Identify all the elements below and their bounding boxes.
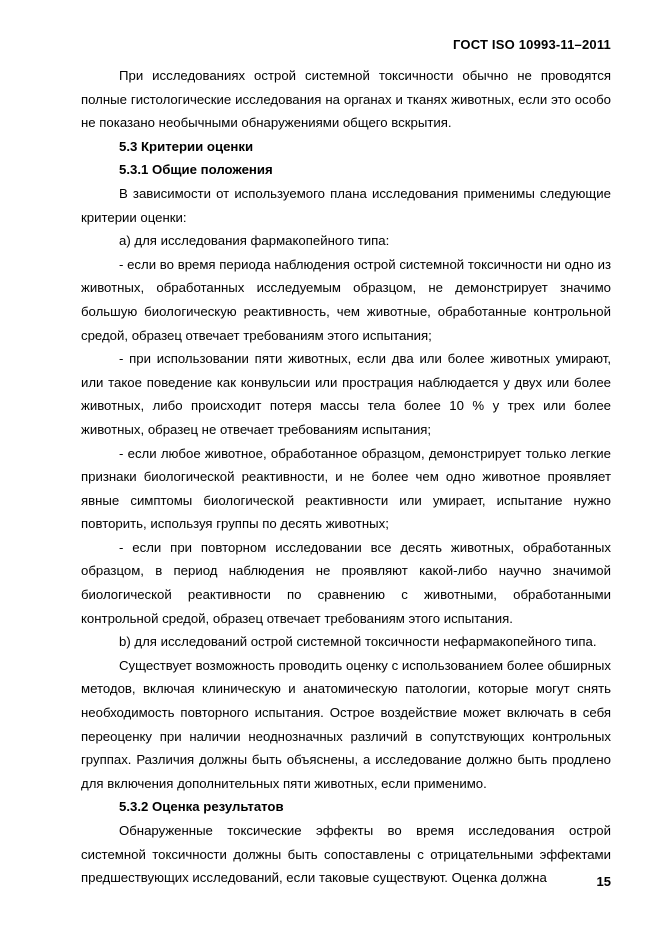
- paragraph-results-evaluation: Обнаруженные токсические эффекты во время исследования острой системной токсичности должны быть сопоставлены с отрицательными эффектами предшествующих исследований, если таковые существуют. Оценка должна: [81, 823, 611, 886]
- list-item-a: а) для исследования фармакопейного типа:: [119, 233, 390, 249]
- section-heading-5-3-1: 5.3.1 Общие положения: [119, 162, 273, 178]
- paragraph-extended-methods: Существует возможность проводить оценку с использованием более обширных методов, включая клиническую и анатомическую патологии, которые могут снять необходимость повторного испытания. Острое воздействие может включать в себя переоценку при наличии неоднозначных различий в сопутствующих контрольных группах. Различия должны быть объяснены, а исследование должно быть продлено для включения дополнительных пяти животных, если применимо.: [81, 657, 611, 791]
- document-header: ГОСТ ISO 10993-11–2011: [453, 37, 611, 52]
- list-item-dash-4: - если при повторном исследовании все десять животных, обработанных образцом, в период наблюдения не проявляют какой-либо научно значимой биологической реактивности по сравнению с животными, обработанными контрольной средой, образец отвечает требованиям этого испытания.: [81, 539, 611, 626]
- paragraph-histology: При исследованиях острой системной токсичности обычно не проводятся полные гистологические исследования на органах и тканях животных, если это особо не показано необычными обнаружениями общего вскрытия.: [81, 68, 611, 131]
- list-item-b: b) для исследований острой системной токсичности нефармакопейного типа.: [119, 634, 597, 650]
- list-item-dash-2: - при использовании пяти животных, если два или более животных умирают, или такое поведение как конвульсии или прострация наблюдается у двух или более животных, либо происходит потеря массы тела более 10 % у трех или более животных, образец не отвечает требованиям испытания;: [81, 351, 611, 437]
- paragraph-criteria-intro: В зависимости от используемого плана исследования применимы следующие критерии оценки:: [81, 185, 611, 225]
- section-heading-5-3: 5.3 Критерии оценки: [119, 138, 254, 154]
- document-body: [81, 64, 611, 890]
- list-item-dash-1: - если во время периода наблюдения острой системной токсичности ни одно из животных, обработанных исследуемым образцом, не демонстрирует значимо большую биологическую реактивность, чем животные, обработанные контрольной средой, образец отвечает требованиям этого испытания;: [81, 256, 611, 343]
- page-number: 15: [596, 874, 611, 889]
- section-heading-5-3-2: 5.3.2 Оценка результатов: [119, 799, 284, 815]
- list-item-dash-3: - если любое животное, обработанное образцом, демонстрирует только легкие признаки биологической реактивности, и не более чем одно животное проявляет явные симптомы биологической реактивности или умирает, испытание нужно повторить, используя группы по десять животных;: [81, 445, 611, 532]
